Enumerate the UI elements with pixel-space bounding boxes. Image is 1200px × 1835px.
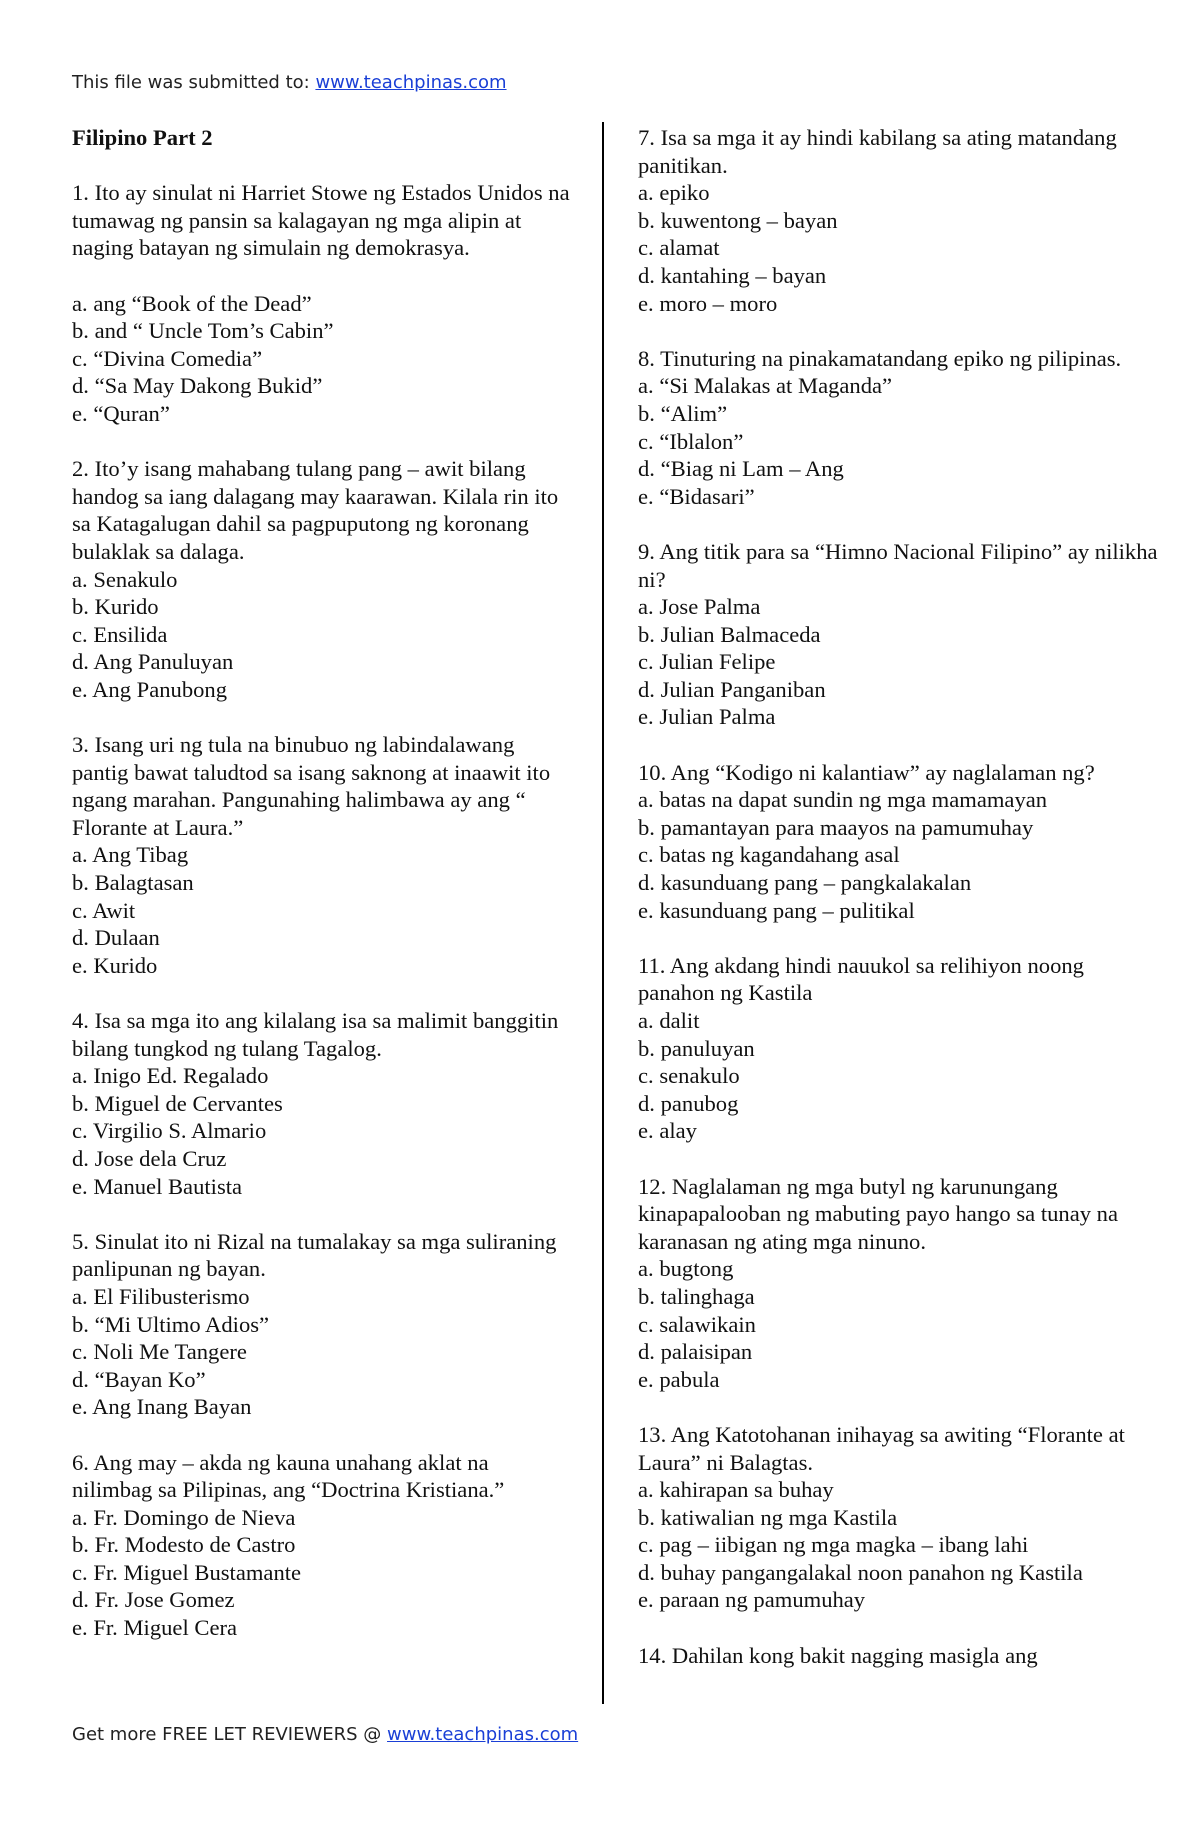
option-d: d. Dulaan <box>72 925 160 951</box>
option-d: d. palaisipan <box>638 1339 753 1365</box>
option-e: e. Kurido <box>72 952 158 978</box>
option-c: c. batas ng kagandahang asal <box>638 842 900 868</box>
question-12 <box>638 1173 1158 1394</box>
option-b: b. kuwentong – bayan <box>638 207 838 233</box>
option-a: a. El Filibusterismo <box>72 1283 250 1309</box>
question-stem: 3. Isang uri ng tula na binubuo ng labindalawang pantig bawat taludtod sa isang saknong at inaawit ito ngang marahan. Pangunahing halimbawa ay ang “ Florante at Laura.” <box>72 732 551 840</box>
option-c: c. Julian Felipe <box>638 649 776 675</box>
header-prefix: This file was submitted to: <box>72 72 316 93</box>
option-list <box>638 593 1158 731</box>
option-c: c. Ensilida <box>72 621 168 647</box>
option-list <box>638 1476 1158 1614</box>
option-e: e. Julian Palma <box>638 704 776 730</box>
option-d: d. “Sa May Dakong Bukid” <box>72 373 323 399</box>
option-b: b. Miguel de Cervantes <box>72 1090 283 1116</box>
option-b: b. panuluyan <box>638 1035 755 1061</box>
question-3 <box>72 731 572 979</box>
option-c: c. Awit <box>72 897 136 923</box>
question-1 <box>72 179 572 427</box>
option-list <box>638 179 1158 317</box>
option-list <box>638 372 1158 510</box>
option-b: b. katiwalian ng mga Kastila <box>638 1504 898 1530</box>
option-d: d. buhay pangangalakal noon panahon ng Kastila <box>638 1559 1083 1585</box>
option-e: e. Ang Panubong <box>72 676 228 702</box>
option-e: e. “Quran” <box>72 400 170 426</box>
option-a: a. Ang Tibag <box>72 842 189 868</box>
question-stem: 10. Ang “Kodigo ni kalantiaw” ay naglalaman ng? <box>638 759 1095 785</box>
option-a: a. ang “Book of the Dead” <box>72 290 312 316</box>
question-6 <box>72 1449 572 1642</box>
question-stem: 9. Ang titik para sa “Himno Nacional Filipino” ay nilikha ni? <box>638 538 1158 592</box>
option-d: d. Fr. Jose Gomez <box>72 1587 235 1613</box>
question-stem: 4. Isa sa mga ito ang kilalang isa sa malimit banggitin bilang tungkod ng tulang Tagalog. <box>72 1008 559 1061</box>
option-d: d. kasunduang pang – pangkalakalan <box>638 870 972 896</box>
option-c: c. “Iblalon” <box>638 428 744 454</box>
option-d: d. panubog <box>638 1090 739 1116</box>
footer-note <box>72 1724 578 1745</box>
document-title: Filipino Part 2 <box>72 125 213 150</box>
option-c: c. alamat <box>638 235 720 261</box>
option-c: c. Noli Me Tangere <box>72 1339 247 1365</box>
question-stem: 14. Dahilan kong bakit nagging masigla ang <box>638 1642 1038 1668</box>
option-e: e. moro – moro <box>638 290 778 316</box>
option-c: c. Fr. Miguel Bustamante <box>72 1559 302 1585</box>
option-a: a. Fr. Domingo de Nieva <box>72 1504 296 1530</box>
question-stem: 2. Ito’y isang mahabang tulang pang – awit bilang handog sa iang dalagang may kaarawan. Kilala rin ito sa Katagalugan dahil sa pagpuputong ng koronang bulaklak sa dalaga. <box>72 456 559 564</box>
question-13 <box>638 1421 1158 1614</box>
option-b: b. Balagtasan <box>72 870 194 896</box>
question-5 <box>72 1228 572 1421</box>
option-list <box>638 786 1158 924</box>
option-list <box>72 290 572 428</box>
option-a: a. bugtong <box>638 1256 734 1282</box>
option-c: c. pag – iibigan ng mga magka – ibang lahi <box>638 1532 1029 1558</box>
option-list <box>72 1283 572 1421</box>
right-column <box>638 124 1158 1697</box>
option-c: c. salawikain <box>638 1311 756 1337</box>
option-a: a. dalit <box>638 1008 700 1033</box>
option-b: b. talinghaga <box>638 1283 755 1309</box>
option-a: a. “Si Malakas at Maganda” <box>638 373 893 399</box>
question-10 <box>638 759 1158 925</box>
option-a: a. kahirapan sa buhay <box>638 1477 834 1503</box>
option-d: d. “Biag ni Lam – Ang <box>638 456 844 482</box>
question-stem: 11. Ang akdang hindi nauukol sa relihiyon noong panahon ng Kastila <box>638 952 1084 1006</box>
option-b: b. and “ Uncle Tom’s Cabin” <box>72 318 334 344</box>
footer-link[interactable]: www.teachpinas.com <box>387 1724 579 1745</box>
question-stem: 8. Tinuturing na pinakamatandang epiko ng pilipinas. <box>638 345 1122 371</box>
option-d: d. kantahing – bayan <box>638 262 827 288</box>
column-divider <box>602 122 604 1704</box>
question-stem: 13. Ang Katotohanan inihayag sa awiting “Florante at Laura” ni Balagtas. <box>638 1421 1125 1475</box>
option-list <box>638 1007 1158 1145</box>
question-8 <box>638 345 1158 511</box>
option-a: a. Senakulo <box>72 566 178 592</box>
question-2 <box>72 455 572 703</box>
option-e: e. Fr. Miguel Cera <box>72 1615 238 1641</box>
question-stem: 12. Naglalaman ng mga butyl ng karunungang kinapapalooban ng mabuting payo hango sa tunay na karanasan ng ating mga ninuno. <box>638 1173 1118 1254</box>
option-list <box>638 1255 1158 1393</box>
option-d: d. “Bayan Ko” <box>72 1366 206 1392</box>
option-a: a. Inigo Ed. Regalado <box>72 1063 269 1089</box>
question-14 <box>638 1642 1158 1670</box>
option-list <box>72 1062 572 1200</box>
question-stem: 5. Sinulat ito ni Rizal na tumalakay sa mga suliraning panlipunan ng bayan. <box>72 1228 557 1282</box>
option-c: c. “Divina Comedia” <box>72 345 263 371</box>
option-e: e. paraan ng pamumuhay <box>638 1587 866 1613</box>
option-e: e. Ang Inang Bayan <box>72 1394 252 1420</box>
option-b: b. pamantayan para maayos na pamumuhay <box>638 814 1034 840</box>
option-b: b. “Alim” <box>638 400 728 426</box>
option-d: d. Julian Panganiban <box>638 676 826 702</box>
header-link[interactable]: www.teachpinas.com <box>315 72 507 93</box>
option-a: a. batas na dapat sundin ng mga mamamayan <box>638 787 1048 813</box>
question-stem: 6. Ang may – akda ng kauna unahang aklat na nilimbag sa Pilipinas, ang “Doctrina Kristiana.” <box>72 1449 505 1503</box>
option-list <box>72 566 572 704</box>
option-e: e. alay <box>638 1118 697 1144</box>
option-d: d. Ang Panuluyan <box>72 649 234 675</box>
option-list <box>72 841 572 979</box>
question-stem: 7. Isa sa mga it ay hindi kabilang sa ating matandang panitikan. <box>638 125 1117 178</box>
question-9 <box>638 538 1158 731</box>
question-7 <box>638 124 1158 317</box>
option-a: a. Jose Palma <box>638 594 761 620</box>
option-e: e. Manuel Bautista <box>72 1173 243 1199</box>
option-b: b. “Mi Ultimo Adios” <box>72 1311 270 1337</box>
footer-prefix: Get more FREE LET REVIEWERS @ <box>72 1724 388 1745</box>
option-b: b. Kurido <box>72 594 159 620</box>
question-4 <box>72 1007 572 1200</box>
question-stem: 1. Ito ay sinulat ni Harriet Stowe ng Estados Unidos na tumawag ng pansin sa kalagayan ng mga alipin at naging batayan ng simulain ng demokrasya. <box>72 180 570 261</box>
option-a: a. epiko <box>638 180 710 206</box>
option-list <box>72 1504 572 1642</box>
option-c: c. Virgilio S. Almario <box>72 1118 267 1144</box>
left-column <box>72 124 572 1669</box>
option-e: e. kasunduang pang – pulitikal <box>638 897 915 923</box>
option-b: b. Fr. Modesto de Castro <box>72 1532 296 1558</box>
option-c: c. senakulo <box>638 1063 740 1089</box>
header-note <box>72 72 507 93</box>
question-11 <box>638 952 1158 1145</box>
option-e: e. “Bidasari” <box>638 483 755 509</box>
option-b: b. Julian Balmaceda <box>638 621 821 647</box>
option-d: d. Jose dela Cruz <box>72 1145 227 1171</box>
option-e: e. pabula <box>638 1366 720 1392</box>
